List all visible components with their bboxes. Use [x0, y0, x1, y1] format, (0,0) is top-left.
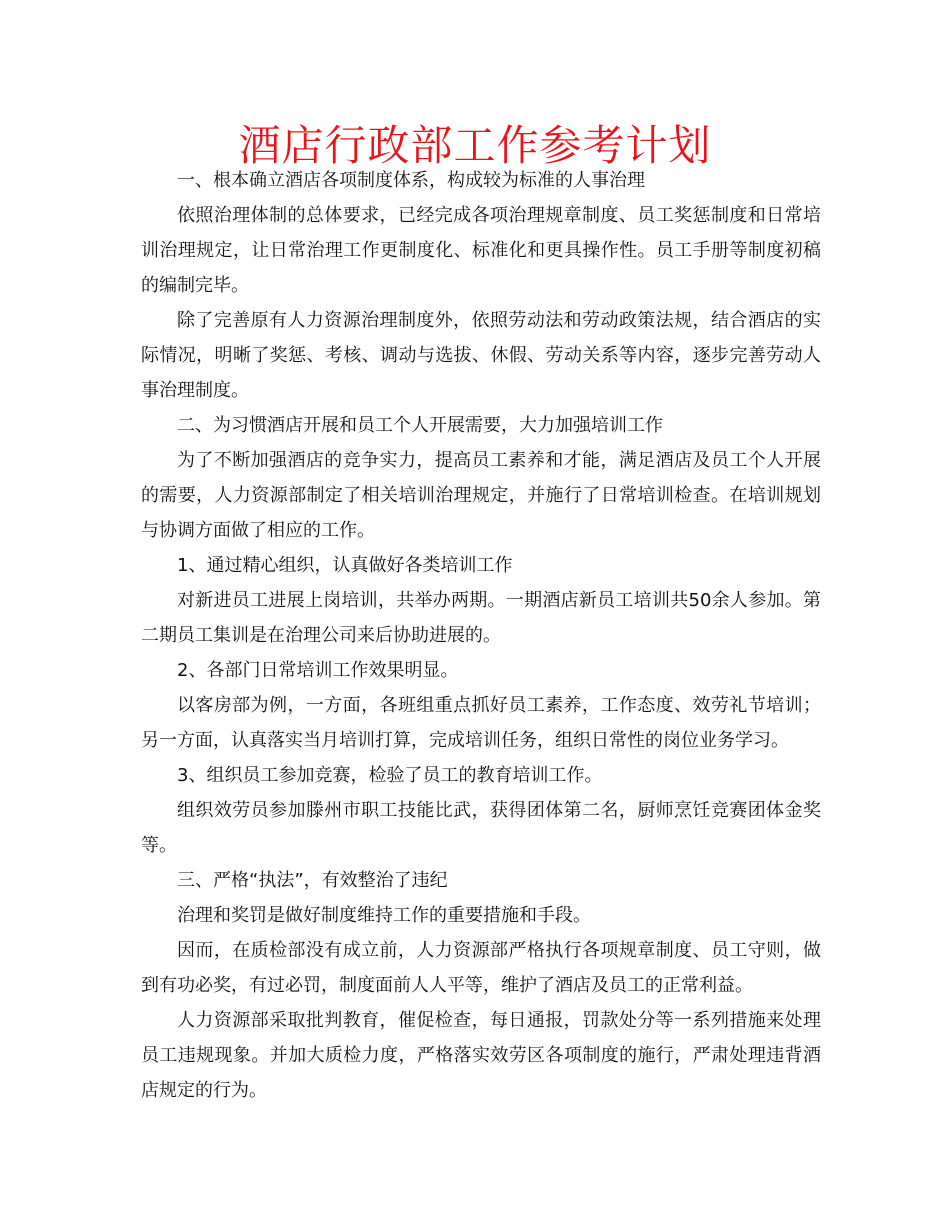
- paragraph: 人力资源部采取批判教育，催促检查，每日通报，罚款处分等一系列措施来处理员工违规现象。并加大质检力度，严格落实效劳区各项制度的施行，严肃处理违背酒店规定的行为。: [141, 1010, 821, 1101]
- paragraph-subheading-1: 1、通过精心组织，认真做好各类培训工作: [177, 555, 513, 576]
- paragraph: 对新进员工进展上岗培训，共举办两期。一期酒店新员工培训共50余人参加。第二期员工集训是在治理公司来后协助进展的。: [141, 590, 821, 646]
- paragraph: 治理和奖罚是做好制度维持工作的重要措施和手段。: [177, 905, 591, 926]
- paragraph: 因而，在质检部没有成立前，人力资源部严格执行各项规章制度、员工守则，做到有功必奖，有过必罚，制度面前人人平等，维护了酒店及员工的正常利益。: [141, 940, 821, 996]
- paragraph-heading-1: 一、根本确立酒店各项制度体系，构成较为标准的人事治理: [177, 170, 645, 191]
- paragraph: 为了不断加强酒店的竞争实力，提高员工素养和才能，满足酒店及员工个人开展的需要，人力资源部制定了相关培训治理规定，并施行了日常培训检查。在培训规划与协调方面做了相应的工作。: [141, 450, 821, 541]
- paragraph: 除了完善原有人力资源治理制度外，依照劳动法和劳动政策法规，结合酒店的实际情况，明晰了奖惩、考核、调动与选拔、休假、劳动关系等内容，逐步完善劳动人事治理制度。: [141, 310, 821, 401]
- paragraph-heading-3: 三、严格“执法”，有效整治了违纪: [177, 870, 448, 891]
- paragraph-heading-2: 二、为习惯酒店开展和员工个人开展需要，大力加强培训工作: [177, 415, 663, 436]
- paragraph-subheading-2: 2、各部门日常培训工作效果明显。: [177, 660, 459, 681]
- document-title: 酒店行政部工作参考计划: [238, 121, 712, 170]
- document-body: [141, 163, 821, 1108]
- paragraph: 以客房部为例，一方面，各班组重点抓好员工素养，工作态度、效劳礼节培训；另一方面，认真落实当月培训打算，完成培训任务，组织日常性的岗位业务学习。: [141, 695, 821, 751]
- paragraph: 依照治理体制的总体要求，已经完成各项治理规章制度、员工奖惩制度和日常培训治理规定，让日常治理工作更制度化、标准化和更具操作性。员工手册等制度初稿的编制完毕。: [141, 205, 821, 296]
- paragraph-subheading-3: 3、组织员工参加竞赛，检验了员工的教育培训工作。: [177, 765, 603, 786]
- paragraph: 组织效劳员参加滕州市职工技能比武，获得团体第二名，厨师烹饪竞赛团体金奖等。: [141, 800, 821, 856]
